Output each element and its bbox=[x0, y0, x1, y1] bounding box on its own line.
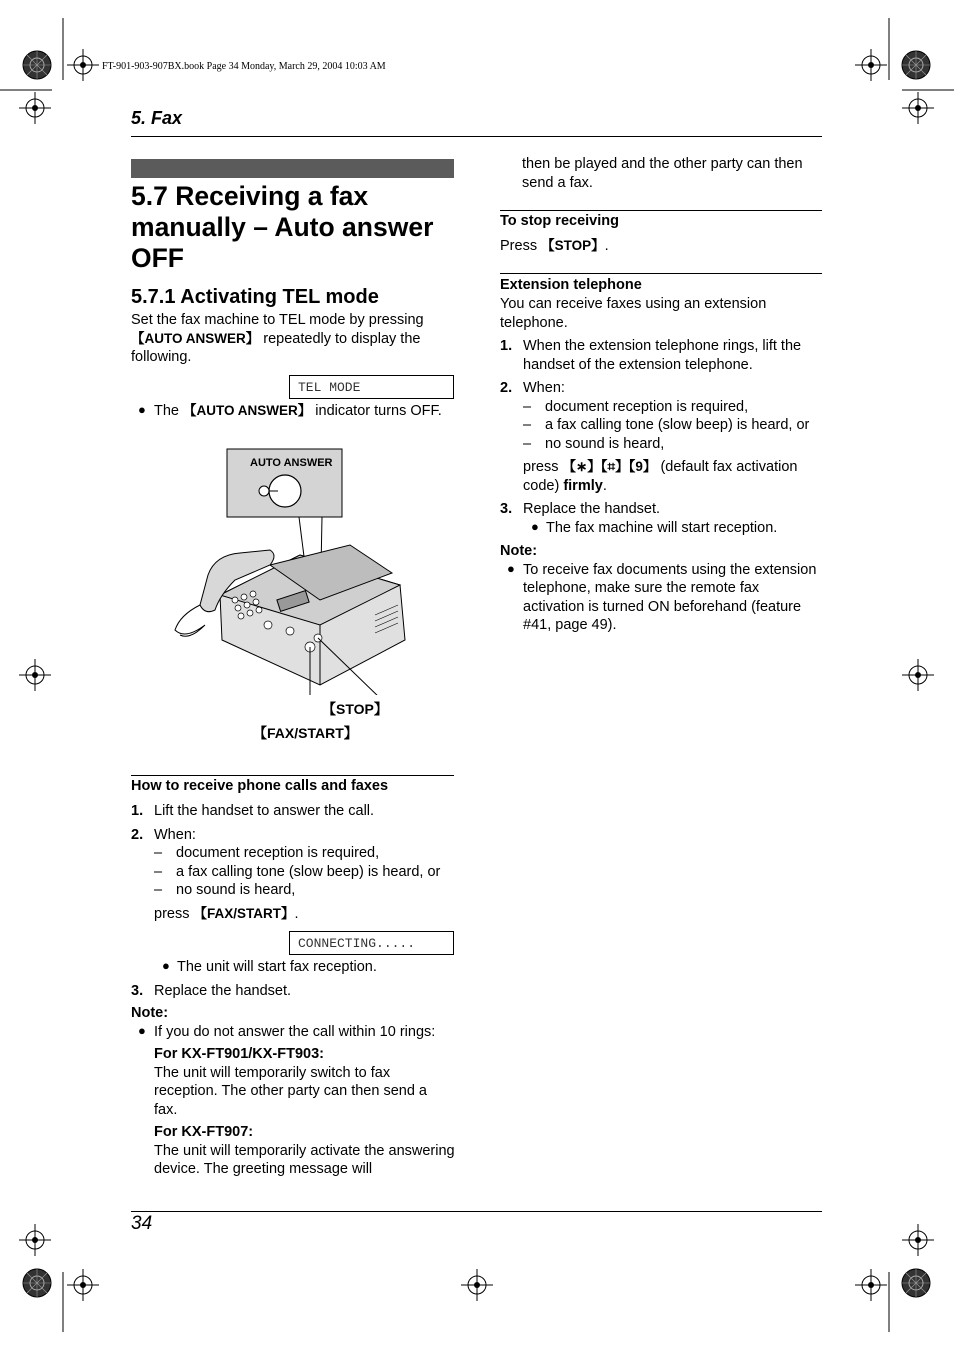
dash-item: – no sound is heard, bbox=[523, 435, 665, 452]
title-bar bbox=[131, 159, 454, 178]
ext-press: press 【∗】【⌗】【9】 (default fax activation code) firmly. bbox=[523, 459, 798, 494]
model2-label: For KX-FT907: bbox=[154, 1124, 254, 1140]
model1-label: For KX-FT901/KX-FT903: bbox=[154, 1046, 324, 1062]
ext-note-bullet: ● To receive fax documents using the extension telephone, make sure the remote fax activation is turned ON beforehand (feature #41, page 49). bbox=[507, 560, 817, 633]
stop-callout: 【STOP】 bbox=[322, 701, 388, 717]
auto-answer-button-label: AUTO ANSWER bbox=[250, 457, 333, 469]
title-line-1: 5.7 Receiving a fax bbox=[131, 181, 369, 211]
dash-item: – no sound is heard, bbox=[154, 882, 296, 898]
lcd-connecting: CONNECTING..... bbox=[289, 931, 454, 955]
dash-item: – a fax calling tone (slow beep) is heard, or bbox=[523, 417, 810, 433]
fax-machine-illustration bbox=[160, 445, 420, 695]
ext-heading: Extension telephone bbox=[500, 277, 642, 293]
intro-text bbox=[131, 311, 454, 367]
intro-after: repeatedly to display the following. bbox=[131, 330, 421, 365]
note-bullet: ● If you do not answer the call within 10 rings: bbox=[138, 1022, 436, 1040]
how-to-heading: How to receive phone calls and faxes bbox=[131, 778, 389, 794]
dash-item: – a fax calling tone (slow beep) is heard, or bbox=[154, 863, 441, 880]
page-title bbox=[131, 181, 461, 274]
footer-rule bbox=[131, 1211, 822, 1212]
section-tag: 5. Fax bbox=[131, 108, 183, 128]
lcd-tel-mode: TEL MODE bbox=[289, 375, 454, 399]
bullet-icon: ● bbox=[138, 402, 146, 417]
ext-step-2: 2. When: bbox=[500, 380, 565, 396]
intro-before: Set the fax machine to TEL mode by pressing bbox=[131, 312, 424, 328]
ext-step-3: 3. Replace the handset. bbox=[500, 501, 661, 517]
ext-rule bbox=[500, 273, 822, 274]
stop-heading: To stop receiving bbox=[500, 213, 619, 229]
title-line-3: OFF bbox=[131, 243, 184, 273]
ext-step-1: 1. When the extension telephone rings, lift the handset of the extension telephone. bbox=[500, 338, 802, 373]
stop-rule bbox=[500, 210, 822, 211]
how-to-steps bbox=[131, 802, 461, 923]
title-line-2: manually – Auto answer bbox=[131, 212, 434, 242]
model1-text: The unit will temporarily switch to fax reception. The other party can then send a fax. bbox=[154, 1064, 427, 1118]
step-2: 2. When: bbox=[131, 826, 196, 843]
header-rule bbox=[131, 136, 822, 137]
step-3: 3. Replace the handset. bbox=[131, 982, 292, 999]
ext-content bbox=[500, 295, 825, 635]
press-fax-start: press 【FAX/START】. bbox=[154, 905, 299, 922]
how-to-rule bbox=[131, 775, 454, 776]
stop-text: Press 【STOP】. bbox=[500, 238, 609, 254]
fax-start-callout: 【FAX/START】 bbox=[253, 725, 358, 741]
model2-text: The unit will temporarily activate the answering device. The greeting message will bbox=[154, 1142, 455, 1177]
subtitle: 5.7.1 Activating TEL mode bbox=[131, 286, 379, 308]
step-1: 1. Lift the handset to answer the call. bbox=[131, 803, 375, 819]
page-number: 34 bbox=[131, 1213, 153, 1234]
dash-item: – document reception is required, bbox=[523, 398, 749, 415]
ext-note-label: Note: bbox=[500, 543, 538, 559]
ext-intro: You can receive faxes using an extension telephone. bbox=[500, 296, 767, 331]
how-to-continued bbox=[131, 958, 461, 1179]
note-label: Note: bbox=[131, 1005, 169, 1021]
dash-item: – document reception is required, bbox=[154, 845, 380, 861]
auto-answer-key: 【AUTO ANSWER】 bbox=[131, 330, 260, 346]
indicator-note: ● The 【AUTO ANSWER】 indicator turns OFF. bbox=[138, 402, 442, 419]
unit-bullet: ● The unit will start fax reception. bbox=[162, 958, 377, 975]
ext-bullet: ● The fax machine will start reception. bbox=[531, 518, 778, 536]
print-info: FT-901-903-907BX.book Page 34 Monday, March 29, 2004 10:03 AM bbox=[102, 61, 386, 72]
continued-text: then be played and the other party can then send a fax. bbox=[522, 156, 803, 191]
